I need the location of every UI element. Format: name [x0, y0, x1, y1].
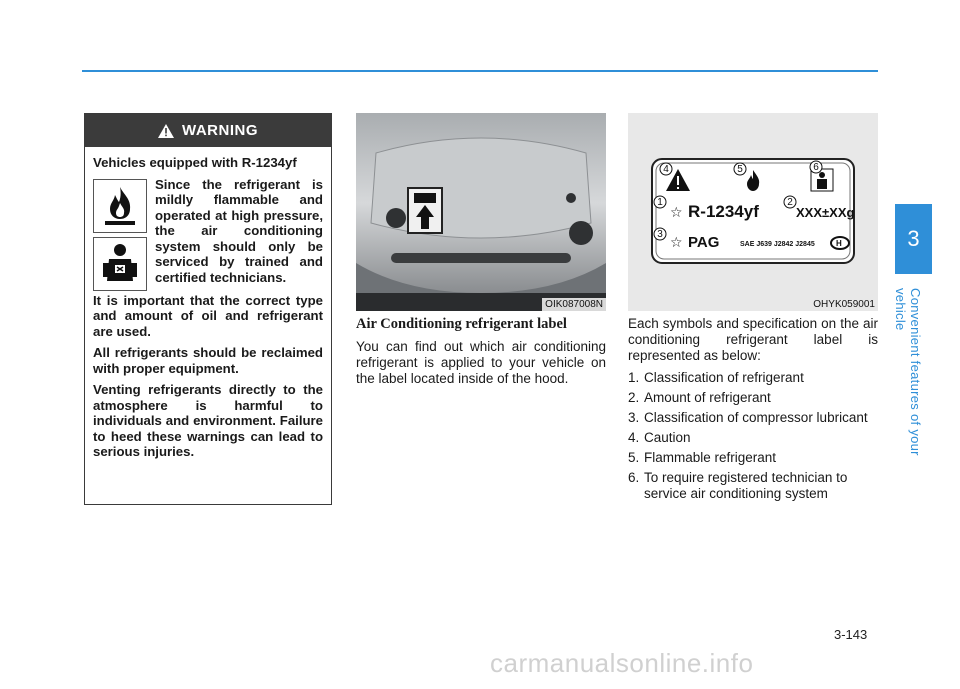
svg-text:H: H — [836, 239, 842, 248]
svg-text:☆: ☆ — [670, 205, 683, 221]
technician-pictogram — [93, 237, 147, 291]
warning-title: WARNING — [182, 122, 258, 139]
warning-box — [84, 113, 332, 505]
refrigerant-label-illustration — [628, 113, 878, 303]
warning-body — [85, 147, 331, 460]
photo-code: OHYK059001 — [813, 299, 875, 310]
flame-icon — [97, 183, 143, 229]
label-section — [356, 316, 606, 387]
list-item: 6. To require registered technician to service air conditioning system — [628, 470, 848, 501]
pictogram-column — [93, 177, 147, 291]
top-rule — [82, 70, 878, 72]
hood-illustration — [356, 113, 606, 311]
legend-intro: Each symbols and specification on the air conditioning refrigerant label is represented as below: — [628, 316, 878, 363]
label-sae: SAE J639 J2842 J2845 — [740, 241, 815, 248]
flammable-pictogram — [93, 179, 147, 233]
list-item: 1. Classification of refrigerant — [628, 370, 804, 385]
warning-para-venting: Venting refrigerants directly to the atmosphere is harmful to individuals and environment. Failure to heed these warnings can lead to serious injuries. — [93, 382, 323, 459]
section-body: You can find out which air conditioning refrigerant is applied to your vehicle on the label located inside of the hood. — [356, 339, 606, 386]
marker-4: 4 — [663, 164, 669, 175]
page-number: 3-143 — [834, 627, 868, 642]
chapter-title: Convenient features of your vehicle — [893, 288, 923, 456]
marker-3: 3 — [657, 229, 663, 240]
svg-text:☆: ☆ — [670, 235, 683, 251]
list-item: 3. Classification of compressor lubricant — [628, 410, 868, 425]
list-item: 2. Amount of refrigerant — [628, 390, 771, 405]
warning-header — [85, 114, 331, 147]
warning-heading: Vehicles equipped with R-1234yf — [93, 155, 297, 170]
refrigerant-label-photo — [628, 113, 878, 311]
marker-5: 5 — [737, 164, 743, 175]
label-legend — [628, 316, 878, 506]
warning-side-text: Since the refrigerant is mildly flammable and operated at high pressure, the air conditioning system should only be serviced by trained and certified technicians. — [155, 176, 323, 285]
marker-6: 6 — [813, 162, 819, 173]
label-refrigerant: R-1234yf — [688, 202, 759, 221]
label-amount: XXX±XXg — [796, 205, 855, 220]
section-title: Air Conditioning refrigerant label — [356, 316, 567, 332]
list-item: 5. Flammable refrigerant — [628, 450, 777, 465]
label-oil: PAG — [688, 234, 720, 251]
warning-pictogram-row — [93, 177, 323, 291]
chapter-tab: 3 — [895, 204, 932, 274]
marker-1: 1 — [657, 197, 663, 208]
warning-para-oil: It is important that the correct type and amount of oil and refrigerant are used. — [93, 292, 323, 339]
hood-photo — [356, 113, 606, 311]
technician-icon — [97, 241, 143, 287]
warning-triangle-icon — [158, 124, 174, 138]
warning-para-reclaim: All refrigerants should be reclaimed with proper equipment. — [93, 345, 323, 376]
marker-2: 2 — [787, 197, 793, 208]
list-item: 4. Caution — [628, 430, 691, 445]
photo-code: OIK087008N — [542, 298, 606, 311]
watermark: carmanualsonline.info — [490, 648, 754, 678]
